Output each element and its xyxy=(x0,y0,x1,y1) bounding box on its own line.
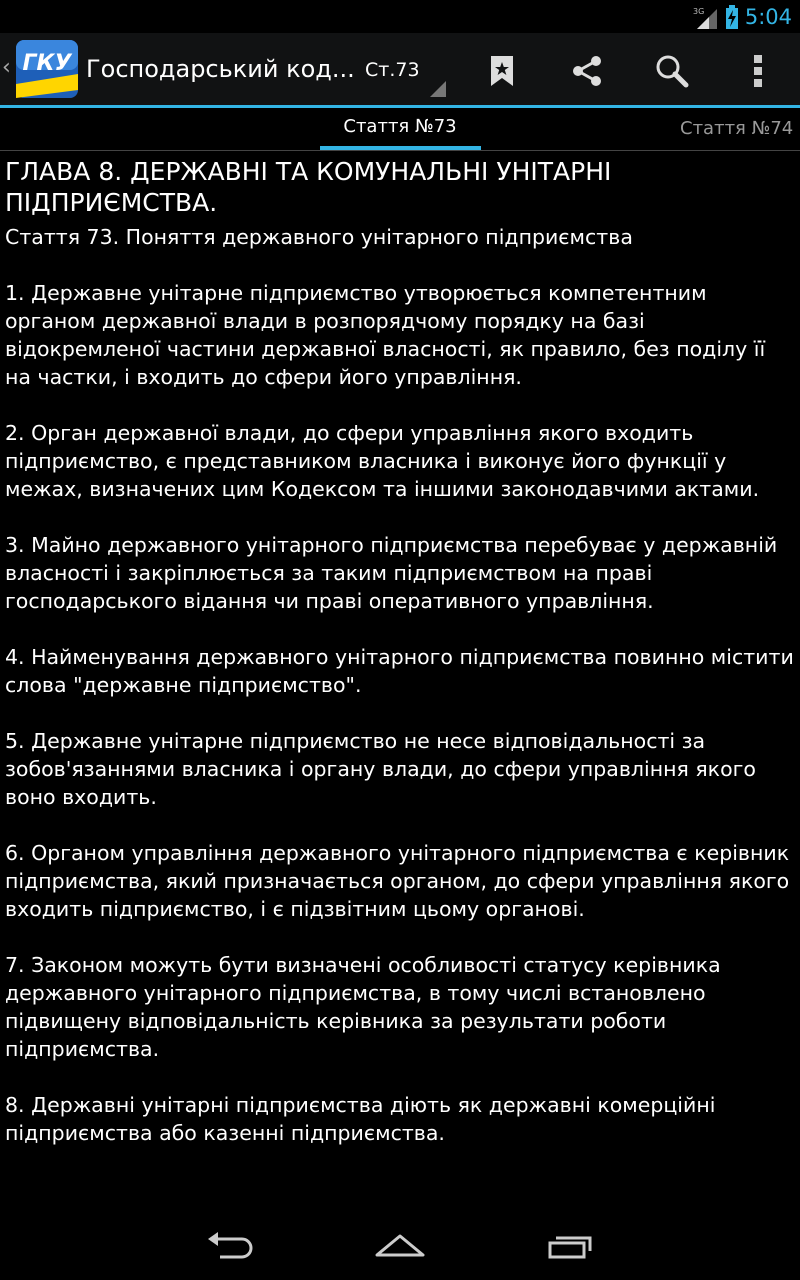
article-paragraph: 3. Майно державного унітарного підприємства перебуває у державній власності і закріплюється за таким підприємством на праві господарського відання чи праві оперативного управління. xyxy=(5,533,778,613)
article-tab-strip xyxy=(0,108,800,151)
back-icon xyxy=(206,1231,254,1261)
status-icons xyxy=(693,4,792,30)
app-title: Господарський код... xyxy=(86,55,355,83)
recent-apps-button[interactable] xyxy=(530,1224,610,1268)
recent-apps-icon xyxy=(546,1231,594,1261)
article-paragraph: 2. Орган державної влади, до сфери управління якого входить підприємство, є представником власника і виконує його функції у межах, визначених цим Кодексом та іншими законодавчими актами. xyxy=(5,421,760,501)
share-button[interactable] xyxy=(557,45,617,97)
app-logo-icon[interactable] xyxy=(14,38,80,100)
spinner-label: Ст.73 xyxy=(365,59,420,81)
share-icon xyxy=(570,55,604,87)
spinner-arrow-icon xyxy=(430,81,446,97)
article-paragraph: 7. Законом можуть бути визначені особливості статусу керівника державного унітарного підприємства, в тому числі встановлено підвищену відповідальність керівника за результати роботи підприємства. xyxy=(5,953,721,1061)
overflow-menu-button[interactable] xyxy=(728,45,788,97)
overflow-menu-icon xyxy=(752,53,764,89)
signal-3g-icon xyxy=(693,5,719,29)
bookmark-button[interactable] xyxy=(472,45,532,97)
svg-text:3G: 3G xyxy=(692,7,705,16)
search-icon xyxy=(655,54,689,88)
action-bar xyxy=(0,33,800,108)
article-paragraph: 6. Органом управління державного унітарного підприємства є керівник підприємства, який призначається органом, до сфери управління якого входить підприємство, і є підзвітним цьому органові. xyxy=(5,841,790,921)
tab-current-article[interactable]: Стаття №73 xyxy=(343,116,457,137)
home-icon xyxy=(374,1231,426,1261)
status-bar xyxy=(0,0,800,33)
chapter-title: ГЛАВА 8. ДЕРЖАВНІ ТА КОМУНАЛЬНІ УНІТАРНІ ПІДПРИЄМСТВА. xyxy=(5,157,612,217)
article-spinner[interactable] xyxy=(352,43,448,101)
app-logo-text: ГКУ xyxy=(22,51,72,76)
search-button[interactable] xyxy=(642,45,702,97)
up-navigation-icon[interactable]: ‹ xyxy=(2,55,11,80)
article-title: Стаття 73. Поняття державного унітарного підприємства xyxy=(5,225,633,249)
home-button[interactable] xyxy=(360,1224,440,1268)
article-content[interactable] xyxy=(5,156,795,1210)
tab-indicator xyxy=(320,146,481,150)
back-button[interactable] xyxy=(190,1224,270,1268)
article-paragraph: 4. Найменування державного унітарного підприємства повинно містити слова "державне підприємство". xyxy=(5,645,794,697)
article-paragraph: 1. Державне унітарне підприємство утворюється компетентним органом державної влади в розпорядчому порядку на базі відокремленої частини державної власності, як правило, без поділу її на частки, і входить до сфери його управління. xyxy=(5,281,766,389)
status-time: 5:04 xyxy=(744,5,792,29)
system-navigation-bar xyxy=(0,1210,800,1280)
tab-next-article[interactable]: Стаття №74 xyxy=(680,118,794,139)
article-paragraph: 8. Державні унітарні підприємства діють як державні комерційні підприємства або казенні підприємства. xyxy=(5,1093,716,1145)
article-paragraph: 5. Державне унітарне підприємство не несе відповідальності за зобов'язаннями власника і органу влади, до сфери управління якого воно входить. xyxy=(5,729,756,809)
battery-charging-icon xyxy=(725,5,739,29)
bookmark-icon xyxy=(489,55,515,87)
